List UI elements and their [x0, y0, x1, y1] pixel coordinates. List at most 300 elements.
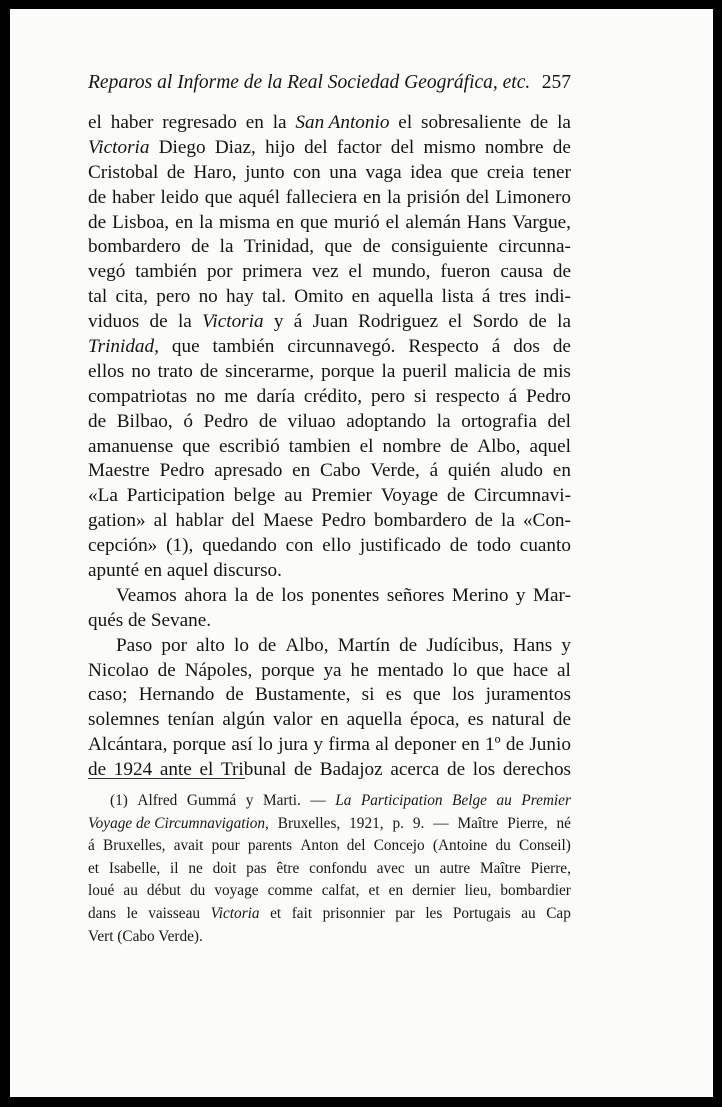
word: Paso: [116, 634, 153, 656]
word: á: [429, 460, 439, 482]
word: con: [285, 535, 314, 557]
word: le: [126, 904, 138, 922]
word: justificado: [359, 535, 441, 557]
word: ponentes: [311, 584, 380, 606]
word: de: [552, 136, 571, 158]
word: los: [451, 684, 475, 706]
text-line: [88, 559, 571, 584]
text-line: [88, 136, 571, 161]
word: de: [88, 759, 107, 781]
word: lo: [452, 659, 468, 681]
book-title-word: Participation: [360, 792, 443, 809]
word: Anton: [300, 837, 339, 855]
word: firma: [328, 734, 370, 756]
word: con: [293, 161, 321, 183]
word: de: [450, 435, 469, 457]
word: de: [362, 236, 381, 258]
word: factor: [336, 136, 382, 158]
word: algún: [222, 709, 265, 731]
text-line: [88, 733, 571, 758]
word: au: [123, 882, 138, 900]
text-line: [88, 410, 571, 435]
word: avec: [376, 859, 405, 877]
footnote-reference: (1),: [166, 535, 194, 557]
word: indi-: [534, 286, 571, 308]
word: cepción»: [88, 535, 158, 557]
word: Veamos: [116, 584, 177, 606]
word: de: [199, 360, 219, 382]
word: los: [472, 759, 496, 781]
word: en: [552, 460, 571, 482]
ship-name: Victoria: [88, 136, 150, 158]
word: Albo,: [285, 634, 329, 656]
footnote-line: [88, 903, 571, 926]
word: no: [196, 385, 216, 407]
text-line: [88, 310, 571, 335]
word: la: [501, 510, 515, 532]
text-line: [88, 260, 571, 285]
word: á: [293, 311, 303, 333]
word: aquella: [377, 286, 434, 308]
word: aquél: [238, 186, 280, 208]
word: en: [351, 286, 370, 308]
word: compatriotas: [88, 385, 188, 407]
word: que: [300, 211, 328, 233]
word: á: [508, 385, 518, 407]
word: Voyage: [380, 485, 439, 507]
word: es: [467, 709, 484, 731]
text-line: [88, 584, 571, 609]
word: leido: [160, 186, 199, 208]
word: Limonero: [495, 186, 571, 208]
word: el: [199, 759, 214, 781]
word: quedando: [202, 535, 277, 557]
word: crédito,: [303, 385, 362, 407]
word: Judícibus,: [426, 634, 504, 656]
word: en: [461, 734, 480, 756]
word: prisonnier: [322, 904, 385, 922]
word: de: [474, 510, 493, 532]
word: vaga: [365, 161, 402, 183]
word: Participation: [126, 485, 225, 507]
text-line: [88, 708, 571, 733]
word: regresado: [162, 112, 237, 133]
word: nombre: [484, 136, 544, 158]
word: que: [204, 186, 233, 208]
word: et: [368, 882, 380, 900]
word: pas: [246, 859, 267, 877]
word: ya: [323, 659, 342, 681]
word: Mar-: [532, 584, 571, 606]
word: autre: [439, 859, 471, 877]
word: que: [171, 336, 200, 358]
word: natural: [491, 709, 545, 731]
word: de: [88, 410, 107, 432]
word: pero: [156, 286, 191, 308]
word: Diaz,: [214, 136, 256, 158]
word: Maître: [479, 859, 521, 877]
word: mentado: [377, 659, 444, 681]
word: nombre: [382, 435, 442, 457]
word: 1921,: [349, 814, 384, 832]
line-text: qués de Sevane.: [88, 609, 212, 631]
word: alto: [196, 634, 225, 656]
word: lista: [441, 286, 474, 308]
word: début: [146, 882, 181, 900]
word: par: [395, 904, 415, 922]
word: la: [381, 360, 396, 382]
word: el: [448, 311, 463, 333]
word: voyage: [214, 882, 259, 900]
word: de: [294, 759, 313, 781]
word: prisión: [406, 186, 461, 208]
word: lieu,: [464, 882, 492, 900]
word: misma: [218, 211, 271, 233]
word: dans: [88, 904, 117, 922]
word: Maese: [263, 510, 314, 532]
word: Alcántara,: [88, 734, 168, 756]
word: fait: [291, 904, 313, 922]
word: también: [212, 336, 275, 358]
word: Nápoles,: [184, 659, 253, 681]
text-line: [88, 459, 571, 484]
text-line: [88, 634, 571, 659]
word: Marti.: [262, 792, 301, 809]
book-title-end: Voyage de Circumnavigation,: [88, 814, 269, 832]
word: en: [175, 211, 194, 233]
word: tres: [498, 286, 527, 308]
word: Hans: [466, 211, 507, 233]
word: Pedro: [321, 510, 366, 532]
word: escribió: [219, 435, 280, 457]
word: junto: [245, 161, 285, 183]
word: de: [88, 211, 107, 233]
word: del: [346, 837, 366, 855]
footnote-line: [88, 835, 571, 858]
word: la: [557, 311, 571, 333]
word: Pedro: [526, 385, 571, 407]
word: he: [350, 659, 369, 681]
word: aquella: [346, 709, 402, 731]
word: así: [231, 734, 253, 756]
word: p.: [392, 814, 404, 832]
word: bombardero: [88, 236, 181, 258]
word: Diego: [158, 136, 206, 158]
text-line: [88, 161, 571, 186]
word: du: [495, 837, 511, 855]
word: haber: [110, 112, 154, 133]
word: de: [399, 634, 418, 656]
word: la: [436, 410, 451, 432]
word: ello: [322, 535, 352, 557]
word: alemán: [405, 211, 461, 233]
word: —: [310, 792, 326, 809]
ship-name: Trinidad,: [88, 336, 159, 358]
text-line: [88, 609, 571, 634]
word: Cabo: [320, 460, 361, 482]
word: de: [191, 236, 210, 258]
word: respecto: [435, 385, 500, 407]
footnote: [88, 790, 571, 948]
word: hijo: [265, 136, 295, 158]
word: Premier: [311, 485, 372, 507]
text-line: [88, 211, 571, 236]
word: la: [199, 211, 213, 233]
word: porque: [321, 360, 375, 382]
footnote-line: [88, 926, 571, 949]
word: Bilbao,: [116, 410, 173, 432]
word: al: [557, 659, 571, 681]
running-title: Reparos al Informe de la Real Sociedad Geográfica, etc.: [88, 72, 531, 93]
word: á: [481, 286, 491, 308]
page-number: 257: [541, 72, 571, 93]
word: murió: [333, 211, 380, 233]
word: del: [390, 136, 415, 158]
text-line: [88, 683, 571, 708]
book-title-word: La: [335, 792, 352, 809]
word: que: [413, 684, 441, 706]
word: la: [272, 112, 287, 133]
word: en: [388, 882, 404, 900]
word: avait: [173, 837, 204, 855]
word: señores: [386, 584, 445, 606]
word: porque: [172, 734, 226, 756]
word: de: [88, 186, 107, 208]
word: no: [131, 360, 151, 382]
book-title-word: Premier: [521, 792, 571, 809]
word: né: [556, 814, 571, 832]
word: los: [281, 584, 304, 606]
word: no: [198, 286, 218, 308]
word: trato: [157, 360, 193, 382]
word: quién: [447, 460, 491, 482]
word: 9.: [412, 814, 425, 832]
word: bombardier: [500, 882, 571, 900]
word: Maestre: [88, 460, 150, 482]
word: fueron: [440, 261, 491, 283]
word: les: [425, 904, 443, 922]
word: el: [359, 435, 374, 457]
word: et: [88, 859, 100, 877]
word: á: [491, 336, 501, 358]
word: aludo: [500, 460, 544, 482]
word: tenían: [167, 709, 215, 731]
word: Sordo: [472, 311, 519, 333]
word: de: [552, 336, 571, 358]
word: vaisseau: [148, 904, 201, 922]
word: lo: [257, 734, 273, 756]
word: Hans: [512, 634, 553, 656]
word: derechos: [502, 759, 571, 781]
word: deponer: [394, 734, 457, 756]
word: Pierre,: [530, 859, 571, 877]
word: pour: [211, 837, 240, 855]
word: sincerarme,: [225, 360, 315, 382]
word: jura: [278, 734, 309, 756]
word: mismo: [423, 136, 476, 158]
word: primera: [242, 261, 303, 283]
word: porque: [261, 659, 315, 681]
word: Maître: [457, 814, 499, 832]
word: daría: [256, 385, 295, 407]
word: es: [385, 684, 402, 706]
word: et: [270, 904, 282, 922]
word: ante: [159, 759, 192, 781]
word: la: [219, 236, 234, 258]
word: —: [433, 814, 449, 832]
word: circunna-: [498, 236, 571, 258]
word: Pierre,: [507, 814, 548, 832]
word: por: [161, 634, 187, 656]
word: en: [292, 460, 311, 482]
word: y: [273, 311, 284, 333]
word: al: [153, 510, 168, 532]
word: de: [552, 261, 571, 283]
word: de: [505, 734, 524, 756]
word: belge: [233, 485, 276, 507]
word: au: [521, 904, 536, 922]
word: una: [329, 161, 357, 183]
word: y: [245, 792, 254, 809]
word: viduos: [88, 311, 140, 333]
word: gation»: [88, 510, 146, 532]
book-title-word: au: [496, 792, 512, 809]
word: por: [206, 261, 233, 283]
word: Concejo: [373, 837, 425, 855]
word: todo: [476, 535, 511, 557]
word: juramentos: [485, 684, 571, 706]
word: viluao: [287, 410, 336, 432]
text-line: [88, 360, 571, 385]
word: cita,: [115, 286, 148, 308]
word: Bruxelles,: [277, 814, 341, 832]
text-line: [88, 186, 571, 211]
word: en: [276, 211, 295, 233]
word: Gummá: [186, 792, 237, 809]
word: dos: [513, 336, 540, 358]
text-line: [88, 335, 571, 360]
word: vez: [312, 261, 339, 283]
word: Vargue,: [512, 211, 571, 233]
word: Cap: [546, 904, 571, 922]
word: y: [515, 584, 526, 606]
word: Conseil): [519, 837, 571, 855]
word: consiguiente: [391, 236, 489, 258]
word: cuanto: [519, 535, 571, 557]
word: del: [231, 510, 256, 532]
word: 1924: [113, 759, 153, 781]
word: aquel: [529, 435, 571, 457]
word: «Con-: [522, 510, 571, 532]
word: vegó: [88, 261, 126, 283]
word: me: [224, 385, 248, 407]
word: en: [320, 709, 339, 731]
word: falleciera: [285, 186, 358, 208]
word: que: [476, 659, 505, 681]
word: que: [182, 435, 210, 457]
word: Tribunal: [220, 759, 287, 781]
word: un: [414, 859, 430, 877]
word: de: [528, 311, 547, 333]
word: confondu: [309, 859, 367, 877]
word: Merino: [451, 584, 509, 606]
book-title-word: Belge: [452, 792, 487, 809]
word: solemnes: [88, 709, 160, 731]
line-text: Vert (Cabo Verde).: [88, 927, 203, 945]
word: doit: [212, 859, 237, 877]
word: malicia: [454, 360, 511, 382]
word: Juan: [312, 311, 348, 333]
word: tener: [532, 161, 571, 183]
word: Omito: [294, 286, 344, 308]
word: calfat,: [321, 882, 360, 900]
word: 1º: [485, 734, 501, 756]
word: si: [361, 684, 375, 706]
word: de: [449, 535, 468, 557]
word: dernier: [412, 882, 456, 900]
word: el: [348, 261, 363, 283]
word: Badajoz: [319, 759, 383, 781]
text-line: [88, 509, 571, 534]
word: de: [166, 161, 185, 183]
word: apresado: [214, 460, 283, 482]
word: «La: [88, 485, 118, 507]
word: de: [258, 410, 278, 432]
word: pero: [370, 385, 406, 407]
word: haber: [112, 186, 155, 208]
footnote-divider: [88, 778, 245, 779]
ship-name: San Antonio: [295, 112, 390, 133]
word: il: [170, 859, 179, 877]
text-line: [88, 659, 571, 684]
word: être: [276, 859, 300, 877]
word: circunnavegó.: [287, 336, 396, 358]
word: mis: [543, 360, 571, 382]
word: si: [414, 385, 427, 407]
word: de: [225, 684, 244, 706]
word: tal.: [262, 286, 286, 308]
word: ellos: [88, 360, 125, 382]
word: ahora: [184, 584, 227, 606]
footnote-line: [88, 858, 571, 881]
word: causa: [500, 261, 543, 283]
word: que: [324, 236, 353, 258]
word: Junio: [529, 734, 571, 756]
word: de: [258, 634, 277, 656]
word: de: [552, 709, 571, 731]
word: de: [530, 112, 549, 133]
word: del: [465, 186, 490, 208]
word: la: [557, 112, 571, 133]
word: creia: [486, 161, 525, 183]
word: de: [157, 659, 176, 681]
word: de: [149, 311, 168, 333]
word: al: [375, 734, 390, 756]
word: Pedro: [159, 460, 205, 482]
word: de: [446, 759, 466, 781]
word: lo: [234, 634, 249, 656]
word: Bruxelles,: [103, 837, 166, 855]
word: de: [255, 584, 274, 606]
word: hablar: [175, 510, 224, 532]
word: la: [177, 311, 192, 333]
scanned-page: [10, 9, 713, 1097]
word: acerca: [390, 759, 440, 781]
word: Nicolao: [88, 659, 149, 681]
word: parents: [247, 837, 293, 855]
word: á: [88, 837, 95, 855]
word: Isabelle,: [108, 859, 161, 877]
